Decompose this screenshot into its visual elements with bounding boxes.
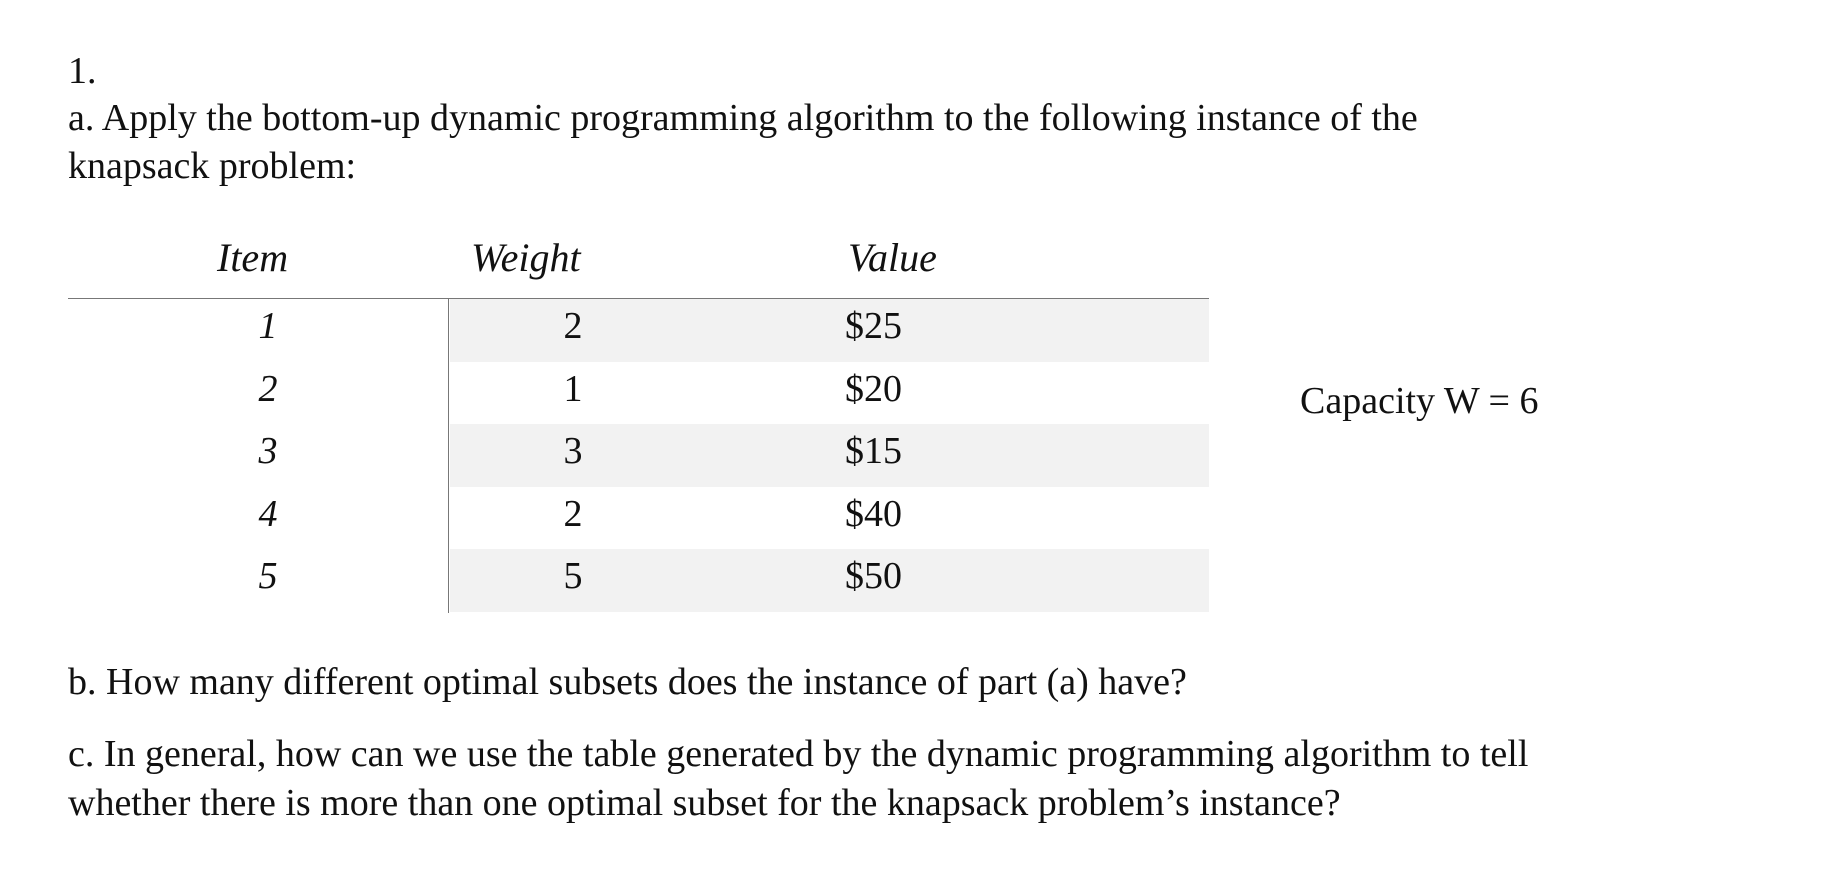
cell-value: $15: [845, 430, 902, 472]
cell-weight: 2: [563, 492, 583, 535]
part-a-text-line-2: knapsack problem:: [68, 145, 357, 187]
cell-item: 3: [258, 430, 278, 472]
table-row: [68, 299, 1209, 362]
column-divider: [448, 298, 449, 613]
part-b-text: b. How many different optimal subsets does the instance of part (a) have?: [68, 661, 1187, 703]
cell-weight: 2: [563, 305, 583, 347]
cell-item: 5: [258, 555, 278, 597]
table-row: [68, 424, 1209, 487]
table-row: [68, 549, 1209, 612]
cell-item: 1: [258, 305, 278, 347]
cell-value: $50: [845, 555, 902, 597]
cell-item: 2: [258, 367, 278, 410]
question-number: 1.: [68, 50, 97, 92]
capacity-label: Capacity W = 6: [1300, 380, 1539, 422]
table-row: [68, 487, 1209, 550]
table-row: [68, 362, 1209, 425]
cell-value: $25: [845, 305, 902, 347]
cell-value: $40: [845, 492, 902, 535]
part-c-text-line-1: c. In general, how can we use the table generated by the dynamic programming algorithm to tell: [68, 733, 1529, 775]
knapsack-table: [68, 228, 1209, 597]
table-body: [68, 299, 1209, 612]
part-c-text-line-2: whether there is more than one optimal subset for the knapsack problem’s instance?: [68, 782, 1341, 824]
header-weight: Weight: [471, 235, 581, 280]
cell-weight: 1: [563, 367, 583, 410]
part-a-text-line-1: a. Apply the bottom-up dynamic programming algorithm to the following instance of the: [68, 97, 1418, 139]
cell-item: 4: [258, 492, 278, 535]
table-header: [68, 228, 1209, 298]
header-item: Item: [217, 235, 289, 280]
cell-weight: 5: [563, 555, 583, 597]
header-value: Value: [848, 235, 937, 280]
cell-value: $20: [845, 367, 902, 410]
cell-weight: 3: [563, 430, 583, 472]
